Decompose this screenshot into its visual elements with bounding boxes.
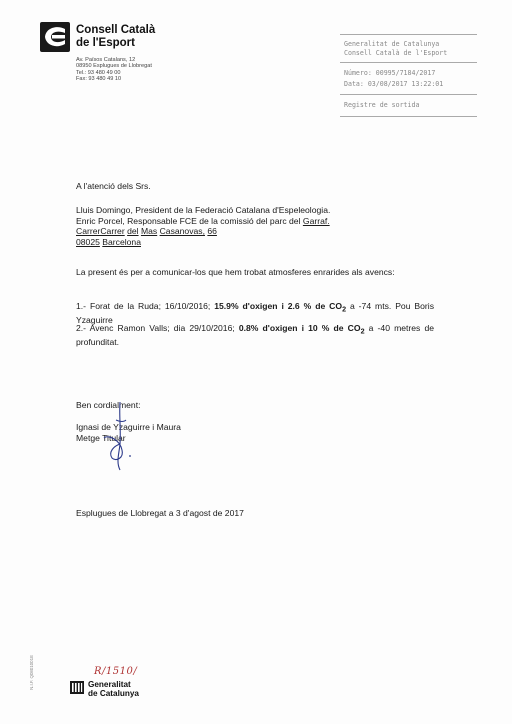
stamp-line: Consell Català de l'Esport [344, 49, 448, 57]
org-name-line1: Consell Català [76, 24, 156, 36]
closing: Ben cordialment: [76, 400, 141, 410]
generalitat-line1: Generalitat [88, 680, 131, 689]
org-address [76, 57, 152, 83]
address-line: Av. Països Catalans, 12 [76, 57, 136, 63]
finding-bold-text: 15.9% d'oxigen i 2.6 % de CO [214, 301, 343, 311]
generalitat-line2: de Catalunya [88, 689, 139, 698]
generalitat-logo [70, 681, 84, 694]
handwritten-signature [86, 400, 146, 490]
address-word: 66 [207, 226, 217, 237]
recipient-line: Lluis Domingo, President de la Federació Catalana d'Espeleologia. [76, 205, 331, 215]
subscript: 2 [360, 327, 365, 336]
stamp-rule [340, 94, 477, 95]
intro-paragraph: La present és per a comunicar-los que hem trobat atmosferes enrarides als avencs: [76, 267, 395, 277]
stamp-line: Data: 03/08/2017 13:22:01 [344, 80, 444, 88]
finding-text: 1.- Forat de la Ruda; 16/10/2016; [76, 301, 215, 311]
address-line: Tel.: 93 480 49 00 [76, 69, 121, 76]
postal-code: 08025 [76, 236, 100, 247]
address-word: Casanovas, [159, 226, 205, 237]
stamp-rule [340, 34, 477, 35]
place-and-date: Esplugues de Llobregat a 3 d'agost de 2017 [76, 508, 244, 518]
org-name-line2: de l'Esport [76, 37, 135, 49]
salutation: A l'atenció dels Srs. [76, 181, 151, 191]
handwritten-reference: R/1510/ [94, 666, 138, 677]
subscript: 2 [342, 305, 347, 314]
stamp-line: Número: 00995/7184/2017 [344, 69, 436, 77]
finding-bold-text: 0.8% d'oxigen i 10 % de CO [238, 323, 361, 333]
signer-name: Ignasi de Yzaguirre i Maura [76, 422, 181, 432]
signer-title: Metge Titular [76, 433, 126, 443]
address-word: Mas [140, 226, 158, 237]
finding-bold [238, 323, 365, 336]
org-name [76, 24, 155, 50]
recipient-place: Garraf. [302, 215, 330, 226]
finding-item-2 [76, 323, 434, 348]
recipient-line [76, 216, 456, 227]
side-code: N.I.F. Q0801001E [29, 655, 34, 690]
finding-text: a -40 metres de profunditat. [76, 323, 434, 348]
recipient-city [76, 237, 456, 248]
finding-bold [214, 301, 347, 314]
stamp-line: Registre de sortida [344, 101, 420, 109]
generalitat-name [88, 680, 139, 698]
address-word: CarrerCarrer [76, 226, 125, 237]
recipient-address [76, 226, 456, 237]
finding-text: a -74 mts. Pou Boris Yzaguirre [76, 301, 434, 326]
stamp-rule [340, 116, 477, 117]
stamp-line: Generalitat de Catalunya [344, 40, 440, 48]
finding-text: 2.- Avenc Ramon Valls; dia 29/10/2016; [76, 323, 239, 333]
stamp-rule [340, 62, 477, 63]
address-line: Fax: 93 480 49 10 [76, 76, 122, 83]
city: Barcelona [102, 236, 141, 247]
recipients [76, 205, 456, 247]
address-word: del [127, 226, 139, 237]
recipient-text: Enric Porcel, Responsable FCE de la comissió del parc del [76, 215, 303, 226]
consell-catala-esport-logo [40, 22, 70, 52]
address-line: 08950 Esplugues de Llobregat [76, 63, 152, 70]
